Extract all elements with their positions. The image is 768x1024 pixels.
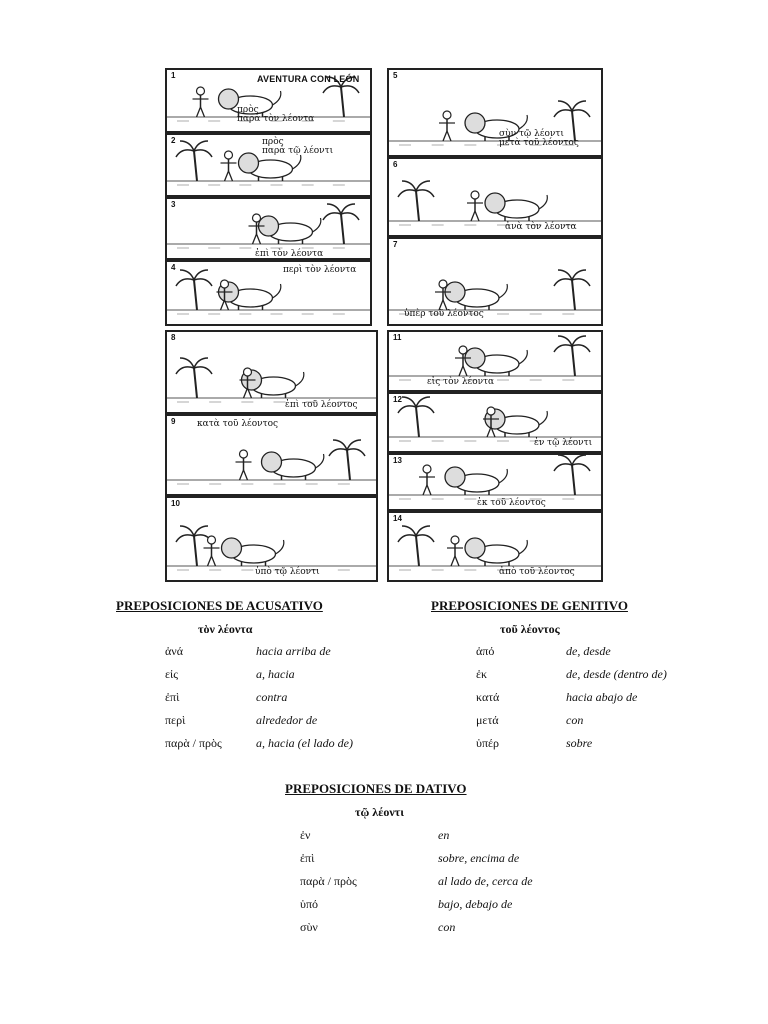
genitivo-spanish-3: con <box>566 713 584 727</box>
panel-number: 2 <box>171 136 176 145</box>
panel-number: 12 <box>393 395 402 404</box>
genitivo-greek-3: μετά <box>476 713 499 727</box>
acusativo-spanish-2: contra <box>256 690 288 704</box>
genitivo-spanish-0: de, desde <box>566 644 611 658</box>
comic-panel-13 <box>387 453 603 511</box>
panel-number: 4 <box>171 263 176 272</box>
genitivo-spanish-4: sobre <box>566 736 593 750</box>
panel-caption: περὶ τὸν λέοντα <box>283 265 357 275</box>
panel-caption: ὑπὲρ τοῦ λέοντος <box>404 309 484 319</box>
panel-number: 10 <box>171 499 180 508</box>
comic-panel-14 <box>387 511 603 582</box>
comic-panel-10 <box>165 496 378 582</box>
acusativo-spanish-1: a, hacia <box>256 667 295 681</box>
genitivo-title: PREPOSICIONES DE GENITIVO <box>431 598 628 613</box>
genitivo-greek-2: κατά <box>476 690 500 704</box>
acusativo-form: τὸν λέοντα <box>198 622 253 636</box>
dativo-spanish-4: con <box>438 920 456 934</box>
panel-caption: ἀνὰ τὸν λέοντα <box>505 222 577 232</box>
acusativo-greek-0: ἀνά <box>165 644 183 658</box>
panel-number: 6 <box>393 160 398 169</box>
dativo-greek-2: παρὰ / πρὸς <box>300 874 357 888</box>
panel-number: 9 <box>171 417 176 426</box>
comic-panel-11 <box>387 330 603 392</box>
genitivo-greek-4: ὑπέρ <box>476 736 500 750</box>
acusativo-greek-2: ἐπὶ <box>165 690 180 704</box>
comic-panel-9 <box>165 414 378 496</box>
comic-strip <box>165 68 603 582</box>
acusativo-greek-1: εἰς <box>165 667 179 681</box>
acusativo-greek-4: παρὰ / πρὸς <box>165 736 222 750</box>
comic-panel-1 <box>165 68 372 133</box>
acusativo-spanish-4: a, hacia (el lado de) <box>256 736 353 750</box>
comic-panel-3 <box>165 197 372 260</box>
acusativo-title: PREPOSICIONES DE ACUSATIVO <box>116 598 323 613</box>
dativo-spanish-3: bajo, debajo de <box>438 897 513 911</box>
panel-caption: κατὰ τοῦ λέοντος <box>197 419 279 429</box>
panel-caption: ὑπὸ τῷ λέοντι <box>255 567 320 577</box>
panel-caption: σὺν τῷ λέοντι μετὰ τοῦ λέοντος <box>499 129 579 148</box>
dativo-spanish-1: sobre, encima de <box>438 851 520 865</box>
dativo-greek-3: ὑπό <box>300 897 318 911</box>
panel-caption: ἐπὶ τοῦ λέοντος <box>285 400 358 410</box>
dativo-title: PREPOSICIONES DE DATIVO <box>285 781 467 796</box>
panel-number: 5 <box>393 71 398 80</box>
dativo-greek-4: σὺν <box>300 920 318 934</box>
dativo-greek-0: ἐν <box>300 828 311 842</box>
comic-panel-5 <box>387 68 603 157</box>
comic-panel-8 <box>165 330 378 414</box>
panel-number: 11 <box>393 333 402 342</box>
comic-panel-12 <box>387 392 603 453</box>
genitivo-form: τοῦ λέοντος <box>500 622 560 636</box>
panel-number: 3 <box>171 200 176 209</box>
genitivo-spanish-1: de, desde (dentro de) <box>566 667 667 681</box>
acusativo-spanish-3: alrededor de <box>256 713 318 727</box>
panel-caption: ἀπὸ τοῦ λέοντος <box>499 567 575 577</box>
acusativo-spanish-0: hacia arriba de <box>256 644 331 658</box>
panel-caption: ἐν τῷ λέοντι <box>534 438 593 448</box>
genitivo-greek-1: ἐκ <box>476 667 488 681</box>
comic-panel-2 <box>165 133 372 197</box>
dativo-form: τῷ λέοντι <box>355 805 404 819</box>
dativo-spanish-0: en <box>438 828 450 842</box>
panel-caption: εἰς τὸν λέοντα <box>427 377 495 387</box>
dativo-spanish-2: al lado de, cerca de <box>438 874 533 888</box>
comic-panel-7 <box>387 237 603 326</box>
genitivo-spanish-2: hacia abajo de <box>566 690 638 704</box>
panel-caption: πρὸς παρὰ τῷ λέοντι <box>262 137 334 156</box>
panel-number: 14 <box>393 514 402 523</box>
panel-caption: πρὸς παρὰ τὸν λέοντα <box>237 105 315 124</box>
comic-panel-4 <box>165 260 372 326</box>
acusativo-greek-3: περὶ <box>165 713 186 727</box>
panel-number: 13 <box>393 456 402 465</box>
dativo-greek-1: ἐπὶ <box>300 851 315 865</box>
panel-illustration <box>389 332 603 392</box>
genitivo-greek-0: ἀπό <box>476 644 495 658</box>
panel-caption: ἐκ τοῦ λέοντος <box>477 498 546 508</box>
panel-number: 8 <box>171 333 176 342</box>
comic-title: AVENTURA CON LEÓN <box>257 74 360 84</box>
panel-number: 7 <box>393 240 398 249</box>
panel-caption: ἐπὶ τὸν λέοντα <box>255 249 324 259</box>
comic-panel-6 <box>387 157 603 237</box>
panel-number: 1 <box>171 71 176 80</box>
